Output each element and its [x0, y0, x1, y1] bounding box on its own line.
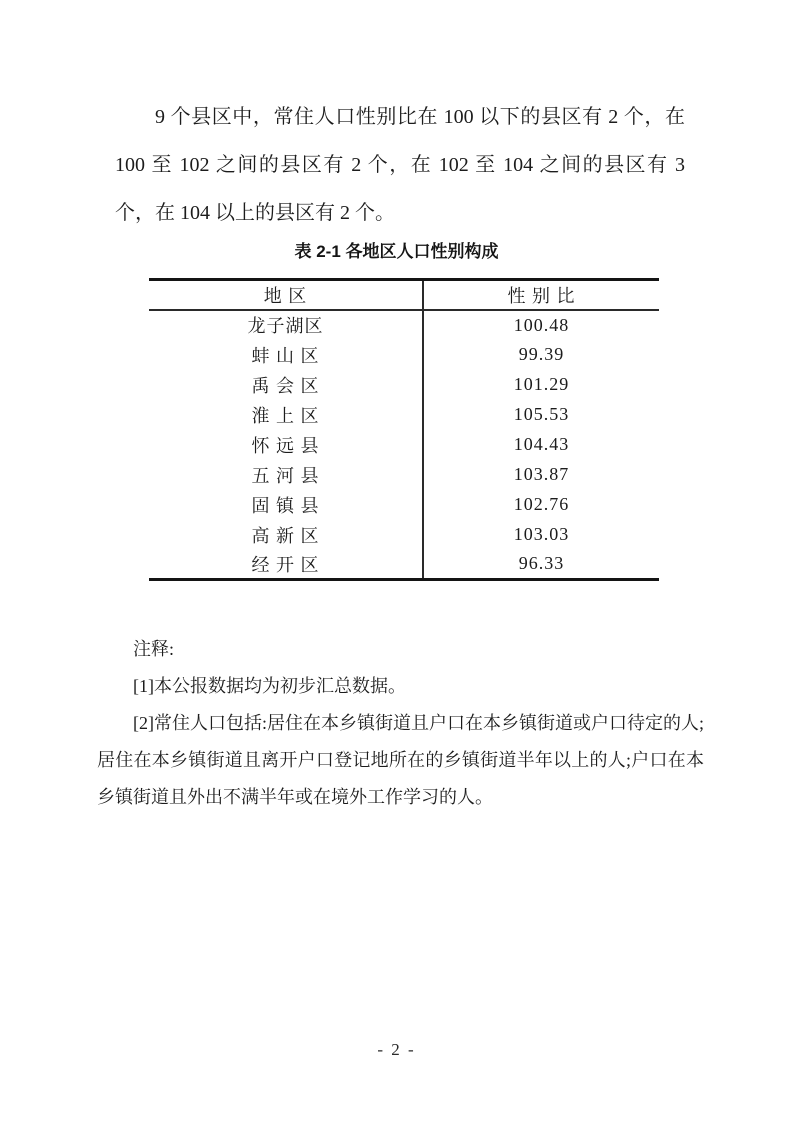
ratio-cell: 103.87	[513, 464, 570, 484]
note-item-1: [1]本公报数据均为初步汇总数据。	[133, 676, 406, 696]
notes-heading: 注释:	[133, 639, 175, 659]
column-header-ratio: 性 别 比	[423, 280, 659, 310]
table-row	[149, 430, 659, 460]
table-row	[149, 460, 659, 490]
region-cell: 高 新 区	[149, 520, 423, 550]
notes-section	[97, 631, 704, 816]
ratio-cell: 99.39	[518, 344, 565, 364]
ratio-cell: 96.33	[518, 553, 565, 574]
note-item-2: [2]常住人口包括:居住在本乡镇街道且户口在本乡镇街道或户口待定的人;居住在本乡镇街道且离开户口登记地所在的乡镇街道半年以上的人;户口在本乡镇街道且外出不满半年或在境外工作学习的人。	[97, 713, 704, 807]
table-row	[149, 340, 659, 370]
region-cell: 淮 上 区	[149, 400, 423, 430]
table-row	[149, 400, 659, 430]
region-cell: 怀 远 县	[149, 430, 423, 460]
column-header-region: 地 区	[149, 280, 423, 310]
region-cell: 五 河 县	[149, 460, 423, 490]
table-row	[149, 520, 659, 550]
ratio-cell: 101.29	[513, 374, 570, 394]
page-number: - 2 -	[377, 1040, 416, 1059]
table-title: 表 2-1 各地区人口性别构成	[294, 242, 499, 261]
region-cell: 固 镇 县	[149, 490, 423, 520]
region-cell: 禹 会 区	[149, 370, 423, 400]
table-row	[149, 550, 659, 580]
ratio-cell: 100.48	[513, 314, 570, 335]
intro-paragraph: 9 个县区中，常住人口性别比在 100 以下的县区有 2 个，在 100 至 102 之间的县区有 2 个，在 102 至 104 之间的县区有 3 个，在 104 以上的县区有 2 个。	[115, 106, 685, 224]
ratio-cell: 102.76	[513, 494, 570, 514]
ratio-cell: 104.43	[513, 434, 570, 454]
ratio-cell: 105.53	[513, 404, 570, 424]
table-body	[149, 310, 659, 580]
ratio-cell: 103.03	[513, 524, 570, 544]
region-cell: 蚌 山 区	[149, 340, 423, 370]
table-row	[149, 490, 659, 520]
table-row	[149, 370, 659, 400]
region-cell: 龙子湖区	[149, 310, 423, 340]
table-row	[149, 310, 659, 340]
table-header-row	[149, 280, 659, 310]
population-sex-ratio-table	[149, 278, 659, 581]
region-cell: 经 开 区	[149, 550, 423, 580]
